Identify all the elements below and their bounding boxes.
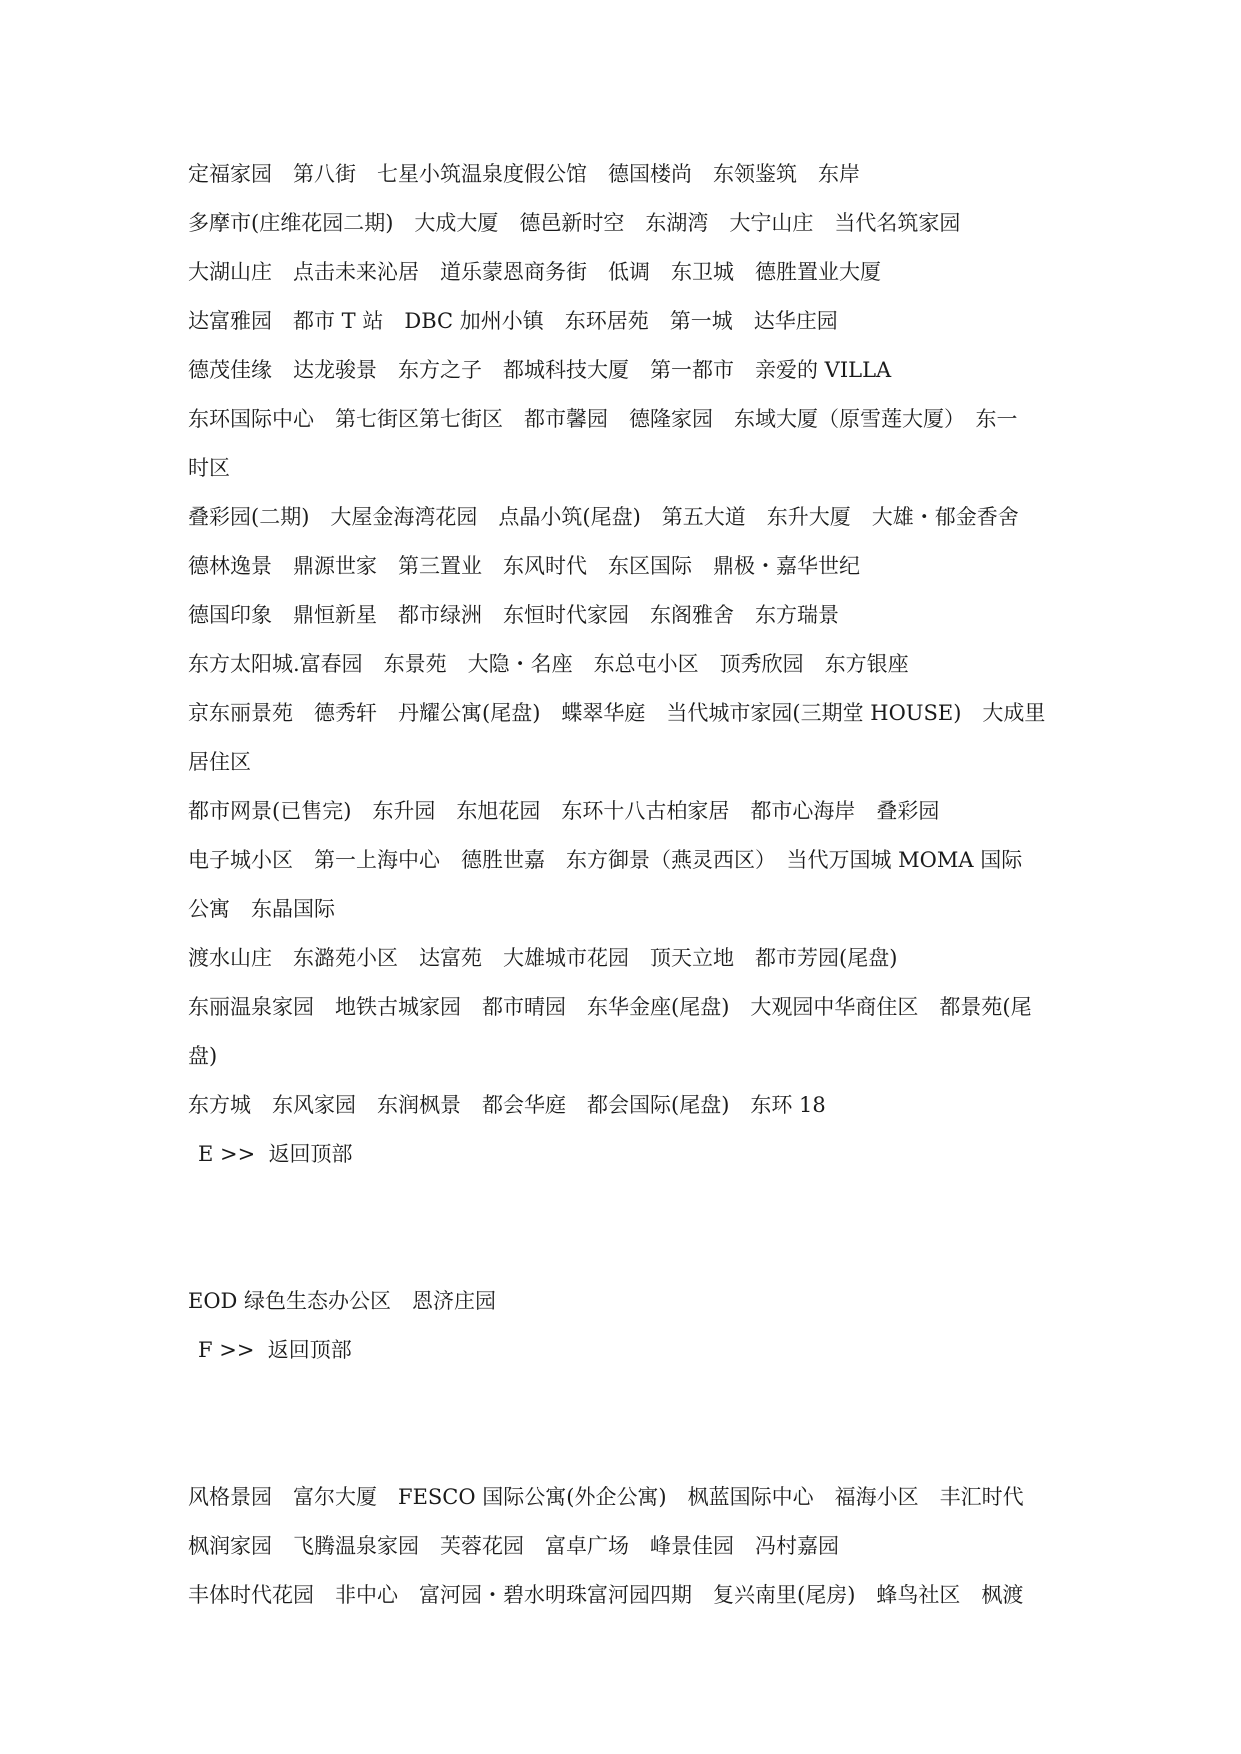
estate-line: 都市网景(已售完) 东升园 东旭花园 东环十八古柏家居 都市心海岸 叠彩园 [188, 799, 940, 823]
section-nav-e [188, 1130, 1068, 1179]
back-to-top-link[interactable]: 返回顶部 [267, 1338, 352, 1362]
estate-line: 叠彩园(二期) 大屋金海湾花园 点晶小筑(尾盘) 第五大道 东升大厦 大雄・郁金香舍 [188, 505, 1019, 529]
estate-line: 居住区 [188, 750, 251, 774]
estate-line: 德林逸景 鼎源世家 第三置业 东风时代 东区国际 鼎极・嘉华世纪 [188, 554, 860, 578]
estate-line: 定福家园 第八街 七星小筑温泉度假公馆 德国楼尚 东领鉴筑 东岸 [188, 162, 860, 186]
estate-line: 电子城小区 第一上海中心 德胜世嘉 东方御景（燕灵西区） 当代万国城 MOMA 国际 [188, 848, 1023, 872]
estate-line: 公寓 东晶国际 [188, 897, 335, 921]
section-spacer [188, 1375, 1068, 1473]
estate-line: EOD 绿色生态办公区 恩济庄园 [188, 1289, 497, 1313]
document-page [188, 150, 1068, 1620]
estate-line: 京东丽景苑 德秀轩 丹耀公寓(尾盘) 蝶翠华庭 当代城市家园(三期堂 HOUSE) 大成里 [188, 701, 1046, 725]
section-letter-f: F >> [198, 1338, 255, 1362]
estate-line: 风格景园 富尔大厦 FESCO 国际公寓(外企公寓) 枫蓝国际中心 福海小区 丰汇时代 [188, 1485, 1024, 1509]
estate-line: 东方城 东风家园 东润枫景 都会华庭 都会国际(尾盘) 东环 18 [188, 1093, 826, 1117]
section-nav-f [188, 1326, 1068, 1375]
estate-line: 盘) [188, 1044, 218, 1068]
estate-line: 东丽温泉家园 地铁古城家园 都市晴园 东华金座(尾盘) 大观园中华商住区 都景苑(尾 [188, 995, 1032, 1019]
estate-line: 时区 [188, 456, 230, 480]
estate-line: 达富雅园 都市 T 站 DBC 加州小镇 东环居苑 第一城 达华庄园 [188, 309, 838, 333]
estate-line: 枫润家园 飞腾温泉家园 芙蓉花园 富卓广场 峰景佳园 冯村嘉园 [188, 1534, 839, 1558]
section-e-list [188, 1277, 1068, 1326]
estate-line: 丰体时代花园 非中心 富河园・碧水明珠富河园四期 复兴南里(尾房) 蜂鸟社区 枫渡 [188, 1583, 1024, 1607]
estate-line: 渡水山庄 东潞苑小区 达富苑 大雄城市花园 顶天立地 都市芳园(尾盘) [188, 946, 898, 970]
estate-line: 多摩市(庄维花园二期) 大成大厦 德邑新时空 东湖湾 大宁山庄 当代名筑家园 [188, 211, 961, 235]
estate-line: 东方太阳城.富春园 东景苑 大隐・名座 东总屯小区 顶秀欣园 东方银座 [188, 652, 909, 676]
section-spacer [188, 1179, 1068, 1277]
section-letter-e: E >> [198, 1142, 256, 1166]
estate-line: 东环国际中心 第七街区第七街区 都市馨园 德隆家园 东域大厦（原雪莲大厦） 东一 [188, 407, 1018, 431]
section-f-list [188, 1473, 1068, 1620]
section-d-list [188, 150, 1068, 1130]
estate-line: 德国印象 鼎恒新星 都市绿洲 东恒时代家园 东阁雅舍 东方瑞景 [188, 603, 839, 627]
estate-line: 大湖山庄 点击未来沁居 道乐蒙恩商务街 低调 东卫城 德胜置业大厦 [188, 260, 881, 284]
back-to-top-link[interactable]: 返回顶部 [268, 1142, 353, 1166]
estate-line: 德茂佳缘 达龙骏景 东方之子 都城科技大厦 第一都市 亲爱的 VILLA [188, 358, 892, 382]
